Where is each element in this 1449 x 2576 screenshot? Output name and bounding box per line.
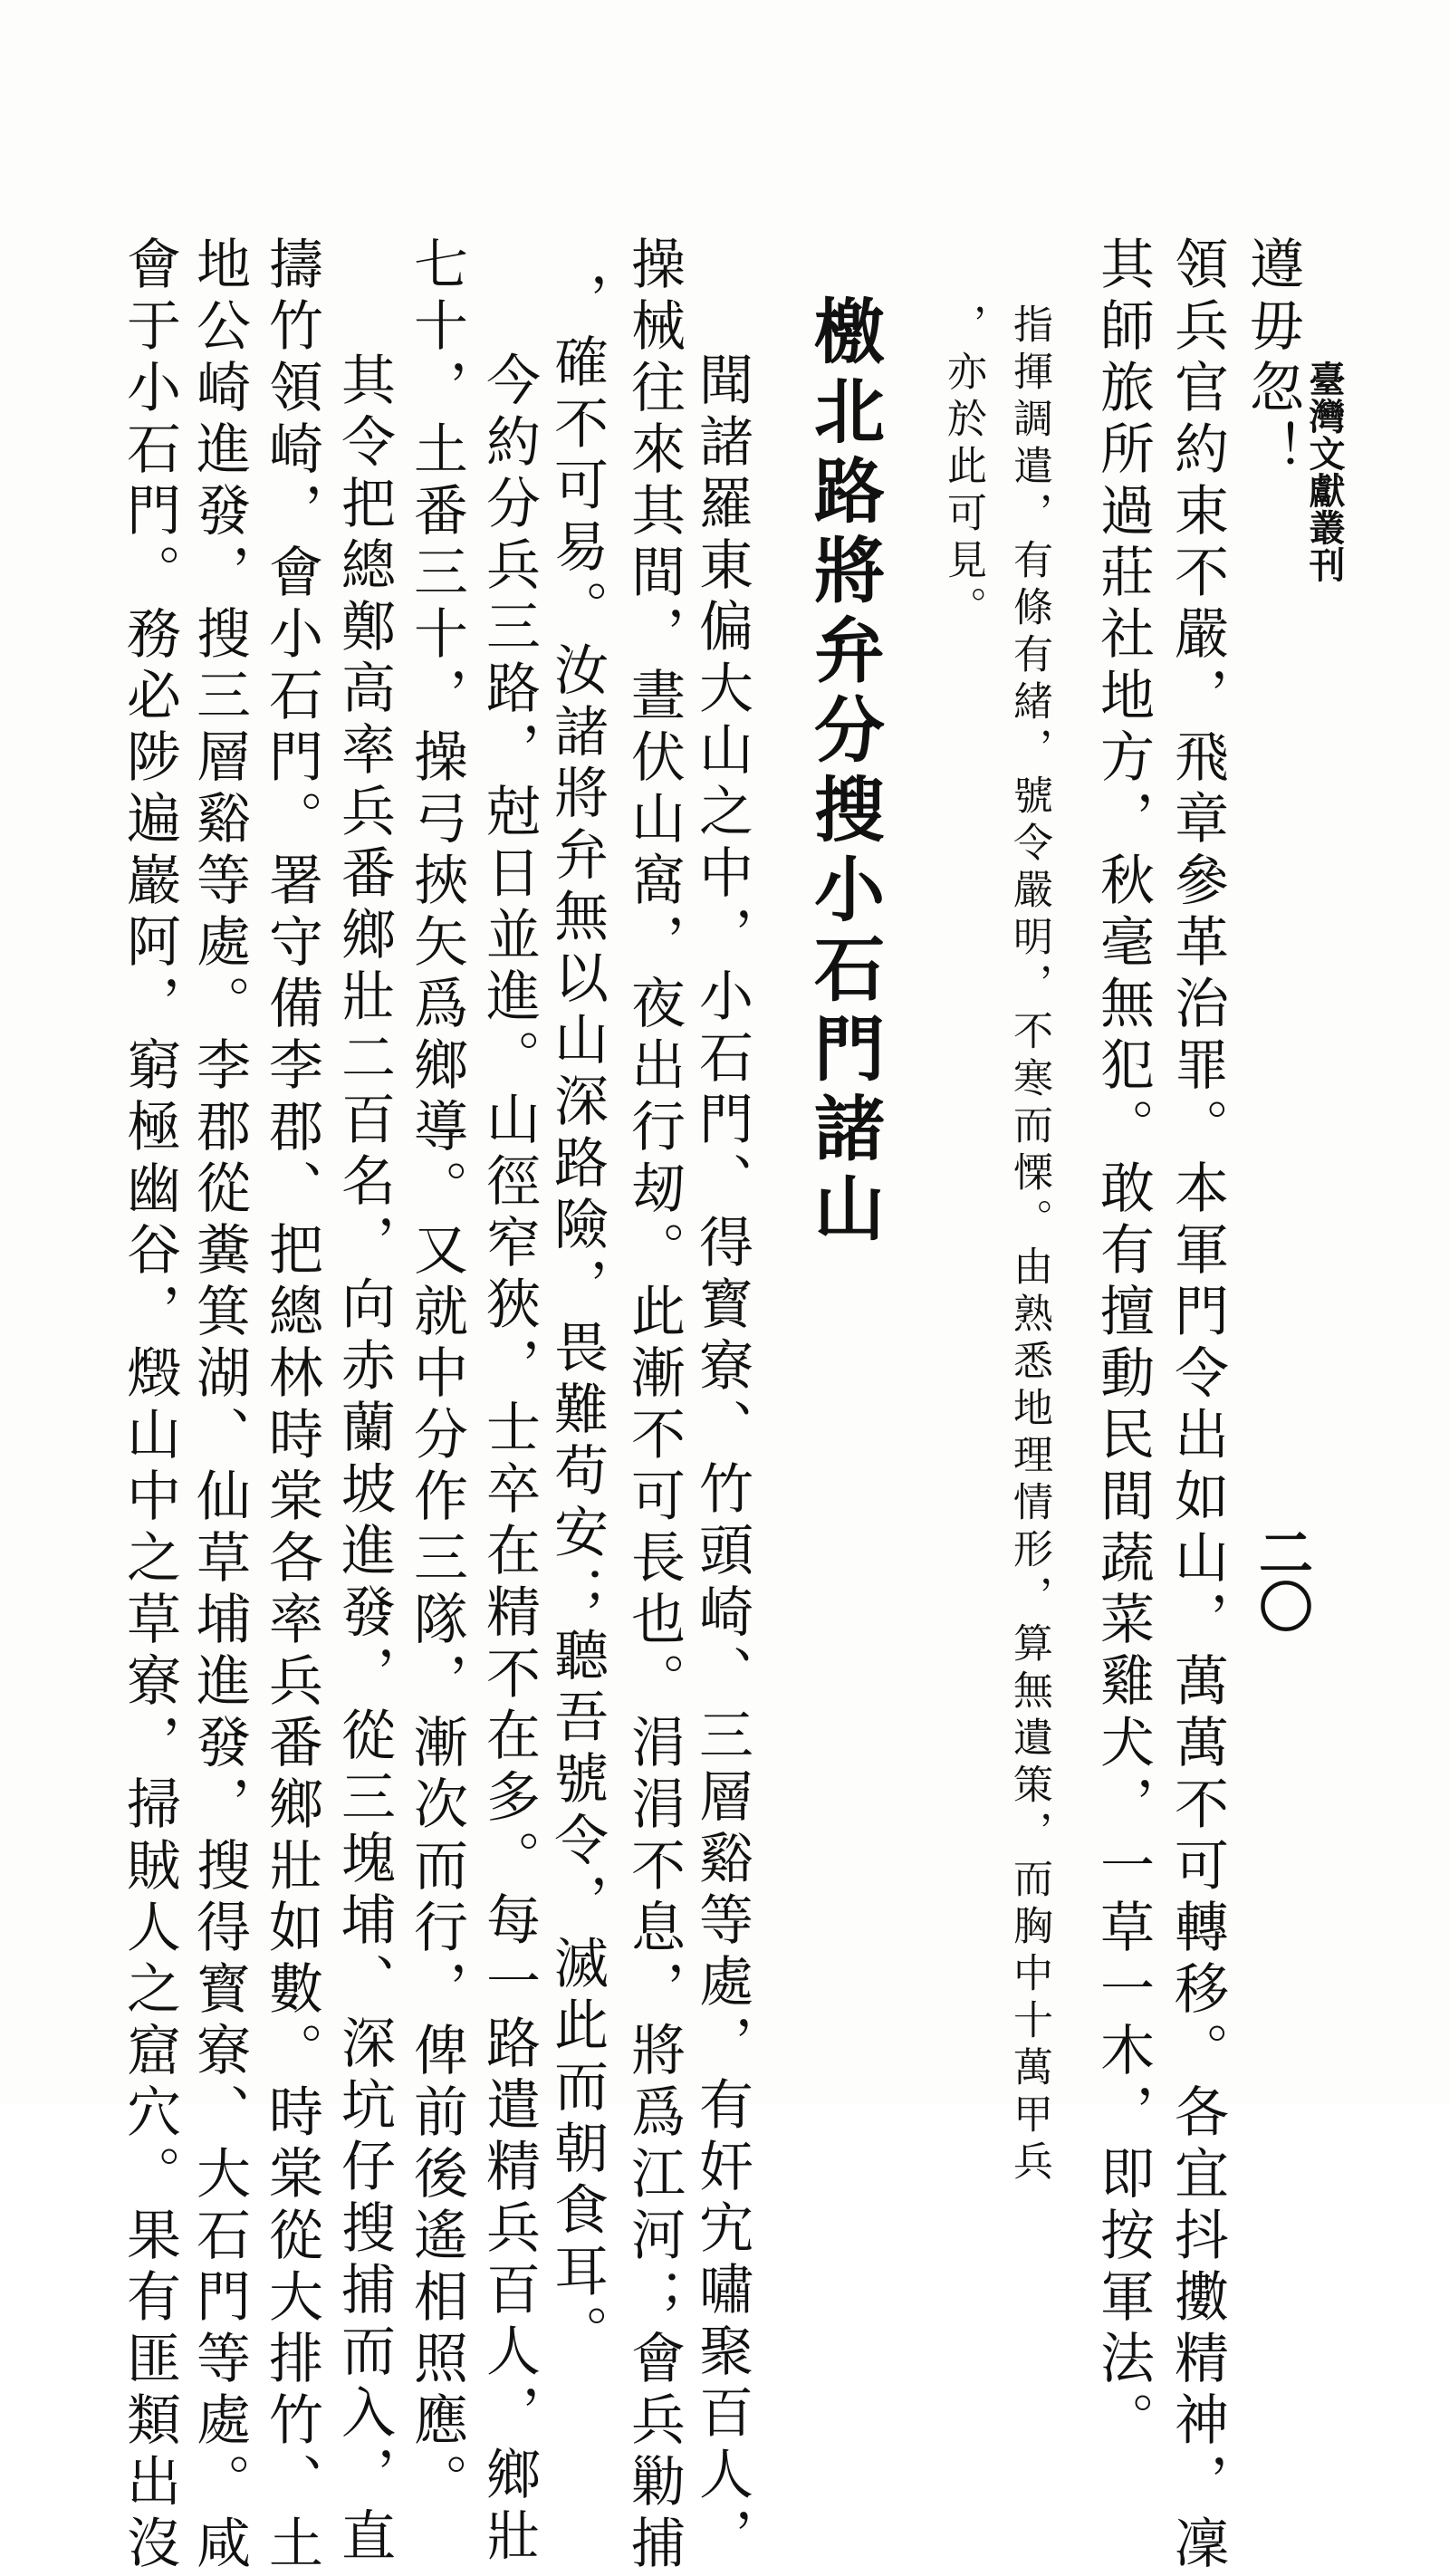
section-heading: 檄北路將弁分搜小石門諸山 [802, 294, 885, 1251]
annotation-column: 指揮調遣，有條有緒，號令嚴明，不寒而慄。由熟悉地理情形，算無遺策，而胸中十萬甲兵 [1006, 303, 1052, 2187]
text-column: 聞諸羅東偏大山之中，小石門、得寳寮、竹頭崎、三層谿等處，有奸宄嘯聚百人， [690, 351, 753, 2569]
text-column: ，確不可易。汝諸將弁無以山深路險，畏難苟安；聽吾號令，滅此而朝食耳。 [545, 272, 609, 2366]
text-column: 會于小石門。務必陟遍巖阿，窮極幽谷，燬山中之草寮，掃賊人之窟穴。果有匪類出沒 [118, 235, 181, 2576]
page-number: 二〇 [1250, 1524, 1313, 1633]
text-column: 地公崎進發，搜三層谿等處。李郡從糞箕湖、仙草埔進發，搜得寳寮、大石門等處。咸 [187, 235, 251, 2576]
text-column: 今約分兵三路，尅日並進。山徑窄狹，士卒在精不在多。每一路遣精兵百人，鄉壯 [477, 351, 541, 2569]
text-column: 操械往來其間，晝伏山窩，夜出行刼。此漸不可長也。涓涓不息，將爲江河；會兵勦捕 [622, 235, 686, 2576]
text-column: 領兵官約束不嚴，飛章參革治罪。本軍門令出如山，萬萬不可轉移。各宜抖擻精神，凜 [1166, 235, 1229, 2576]
text-column: 遵毋忽！ [1241, 235, 1304, 482]
text-column: 其師旅所過莊社地方，秋毫無犯。敢有擅動民間蔬菜雞犬，一草一木，即按軍法。 [1091, 235, 1155, 2453]
text-column: 擣竹領崎，會小石門。署守備李郡、把總林時棠各率兵番鄉壯如數。時棠從大排竹、土 [260, 235, 323, 2576]
text-column: 其令把總鄭高率兵番鄉壯二百名，向赤蘭坡進發，從三塊埔、深坑仔搜捕而入，直 [332, 351, 396, 2569]
text-column: 七十，土番三十，操弓挾矢爲鄉導。又就中分作三隊，漸次而行，俾前後遙相照應。 [405, 235, 468, 2514]
annotation-column: ，亦於此可見。 [940, 303, 986, 633]
running-header-title: 臺灣文獻叢刊 [1303, 360, 1346, 583]
